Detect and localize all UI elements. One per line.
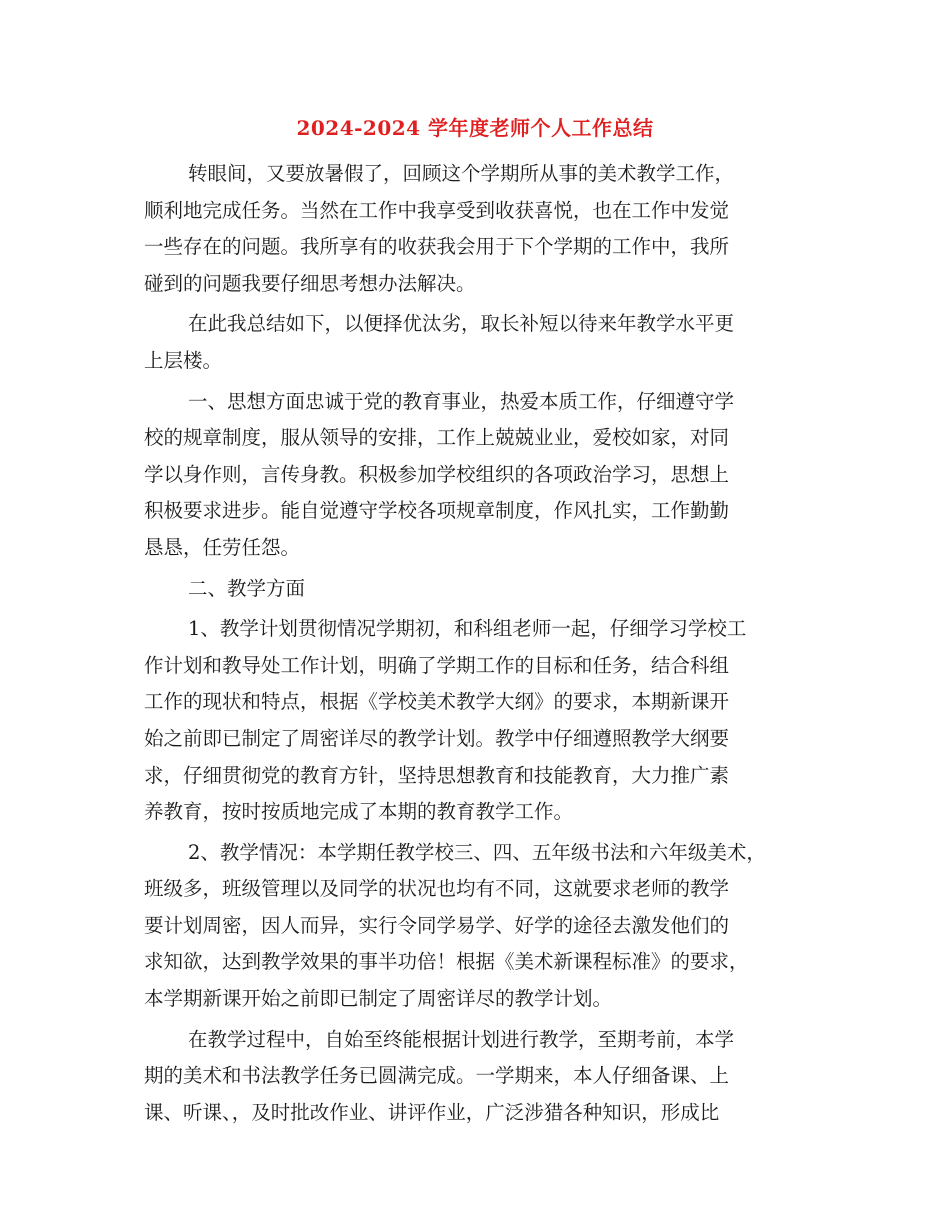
paragraph-first-line: 在教学过程中，自始至终能根据计划进行教学，至期考前，本学	[188, 1027, 735, 1051]
paragraph	[144, 384, 824, 567]
paragraph-line: 恳恳，任劳任怨。	[144, 535, 301, 559]
paragraph-line: 顺利地完成任务。当然在工作中我享受到收获喜悦，也在工作中发觉	[144, 198, 730, 222]
paragraph-line: 求，仔细贯彻党的教育方针，坚持思想教育和技能教育，大力推广素	[144, 763, 730, 787]
paragraph-line: 碰到的问题我要仔细思考想办法解决。	[144, 271, 476, 295]
paragraph-first-line: 在此我总结如下，以便择优汰劣，取长补短以待来年教学水平更	[188, 312, 735, 336]
paragraph-line: 工作的现状和特点，根据《学校美术教学大纲》的要求，本期新课开	[144, 690, 730, 714]
paragraph-line: 课、听课、，及时批改作业、讲评作业，广泛涉猎各种知识，形成比	[144, 1100, 720, 1124]
paragraph	[144, 611, 824, 831]
paragraph-line: 班级多，班级管理以及同学的状况也均有不同，这就要求老师的教学	[144, 877, 730, 901]
paragraph-first-line: 2、教学情况：本学期任教学校三、四、五年级书法和六年级美术，	[188, 840, 766, 864]
paragraph-line: 始之前即已制定了周密详尽的教学计划。教学中仔细遵照教学大纲要	[144, 726, 730, 750]
paragraph	[144, 571, 824, 608]
document-body	[144, 156, 824, 1135]
paragraph-line: 养教育，按时按质地完成了本期的教育教学工作。	[144, 800, 574, 824]
paragraph	[144, 306, 824, 379]
paragraph-line: 期的美术和书法教学任务已圆满完成。一学期来，本人仔细备课、上	[144, 1064, 730, 1088]
paragraph	[144, 835, 824, 1018]
paragraph-first-line: 一、思想方面忠诚于党的教育事业，热爱本质工作，仔细遵守学	[188, 389, 735, 413]
paragraph-line: 上层楼。	[144, 348, 223, 372]
paragraph-first-line: 转眼间，又要放暑假了，回顾这个学期所从事的美术教学工作，	[188, 162, 735, 185]
paragraph-line: 求知欲，达到教学效果的事半功倍！根据《美术新课程标准》的要求，	[144, 950, 749, 974]
paragraph-line: 校的规章制度，服从领导的安排，工作上兢兢业业，爱校如家，对同	[144, 426, 730, 450]
paragraph-first-line: 二、教学方面	[188, 576, 306, 600]
document-title: 2024-2024 学年度老师个人工作总结	[296, 116, 654, 140]
paragraph-line: 积极要求进步。能自觉遵守学校各项规章制度，作风扎实，工作勤勤	[144, 499, 730, 523]
paragraph	[144, 156, 824, 302]
paragraph-line: 本学期新课开始之前即已制定了周密详尽的教学计划。	[144, 987, 613, 1011]
paragraph-line: 要计划周密，因人而异，实行令同学易学、好学的途径去激发他们的	[144, 913, 730, 937]
paragraph	[144, 1022, 824, 1132]
paragraph-line: 作计划和教导处工作计划，明确了学期工作的目标和任务，结合科组	[144, 653, 730, 677]
paragraph-line: 学以身作则，言传身教。积极参加学校组织的各项政治学习，思想上	[144, 462, 730, 486]
paragraph-first-line: 1、教学计划贯彻情况学期初，和科组老师一起，仔细学习学校工	[188, 617, 747, 641]
paragraph-line: 一些存在的问题。我所享有的收获我会用于下个学期的工作中，我所	[144, 235, 730, 259]
